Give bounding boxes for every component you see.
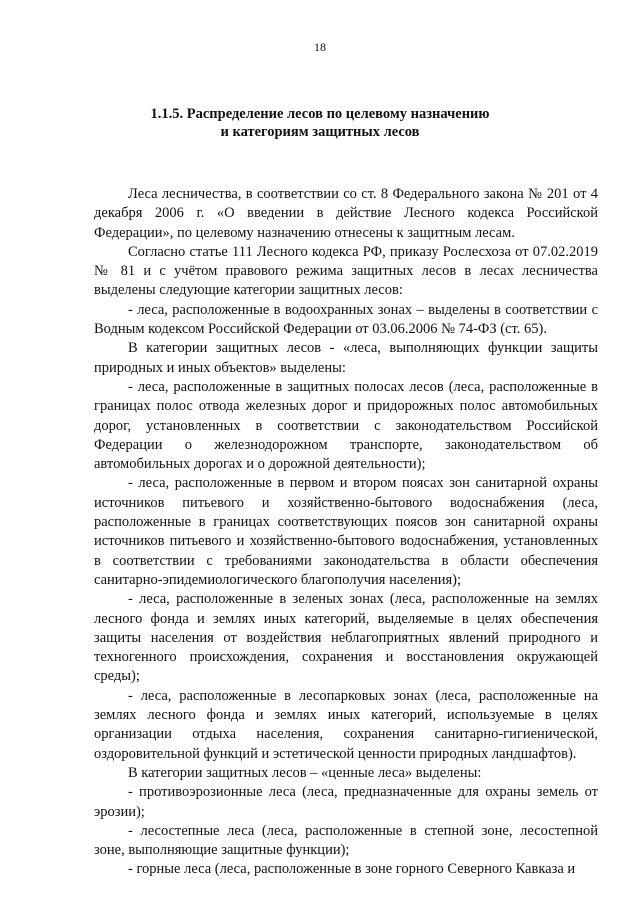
paragraph: В категории защитных лесов - «леса, выполняющих функции защиты природных и иных объектов» выделены:	[94, 340, 598, 376]
section-heading	[120, 105, 520, 141]
paragraph: - леса, расположенные в водоохранных зонах – выделены в соответствии с Водным кодексом Российской Федерации от 03.06.2006 № 74-ФЗ (ст. 65).	[94, 301, 598, 338]
body-text	[94, 185, 598, 880]
paragraph: - леса, расположенные в защитных полосах лесов (леса, расположенные в границах полос отвода железных дорог и придорожных полос автомобильных дорог, установленных в соответствии с законодательством Российской Федерации о железнодорожном транспорте, законодательством об автомобильных дорогах и о дорожной деятельности);	[94, 378, 598, 473]
paragraph: - горные леса (леса, расположенные в зоне горного Северного Кавказа и	[128, 861, 576, 878]
paragraph: Леса лесничества, в соответствии со ст. 8 Федерального закона № 201 от 4 декабря 2006 г. «О введении в действие Лесного кодекса Российской Федерации», по целевому назначению отнесены к защитным лесам.	[94, 186, 598, 241]
paragraph: Согласно статье 111 Лесного кодекса РФ, приказу Рослесхоза от 07.02.2019 № 81 и с учётом правового режима защитных лесов в лесах лесничества выделены следующие категории защитных лесов:	[94, 243, 598, 299]
paragraph: - лесостепные леса (леса, расположенные в степной зоне, лесостепной зоне, выполняющие защитные функции);	[94, 822, 598, 859]
paragraph: - леса, расположенные в зеленых зонах (леса, расположенные на землях лесного фонда и землях иных категорий, выделяемые в целях обеспечения защиты населения от воздействия неблагоприятных явлений природного и техногенного происхождения, сохранения и восстановления окружающей среды);	[94, 591, 598, 685]
paragraph: - леса, расположенные в лесопарковых зонах (леса, расположенные на землях лесного фонда и землях иных категорий, используемые в целях организации отдыха населения, сохранения санитарно-гигиенической, оздоровительной функций и эстетической ценности природных ландшафтов).	[94, 687, 598, 762]
paragraph: - леса, расположенные в первом и втором поясах зон санитарной охраны источников питьевого и хозяйственно-бытового водоснабжения (леса, расположенные в границах соответствующих поясов зон санитарной охраны источников питьевого и хозяйственно-бытового водоснабжения, установленных в соответствии с требованиями законодательства в области обеспечения санитарно-эпидемиологического благополучия населения);	[94, 475, 598, 588]
section-heading-line-2: и категориям защитных лесов	[220, 124, 420, 140]
paragraph: В категории защитных лесов – «ценные леса» выделены:	[128, 764, 482, 781]
page-number: 18	[314, 40, 326, 54]
section-heading-line-1: 1.1.5. Распределение лесов по целевому назначению	[150, 106, 490, 122]
paragraph: - противоэрозионные леса (леса, предназначенные для охраны земель от эрозии);	[94, 784, 598, 820]
